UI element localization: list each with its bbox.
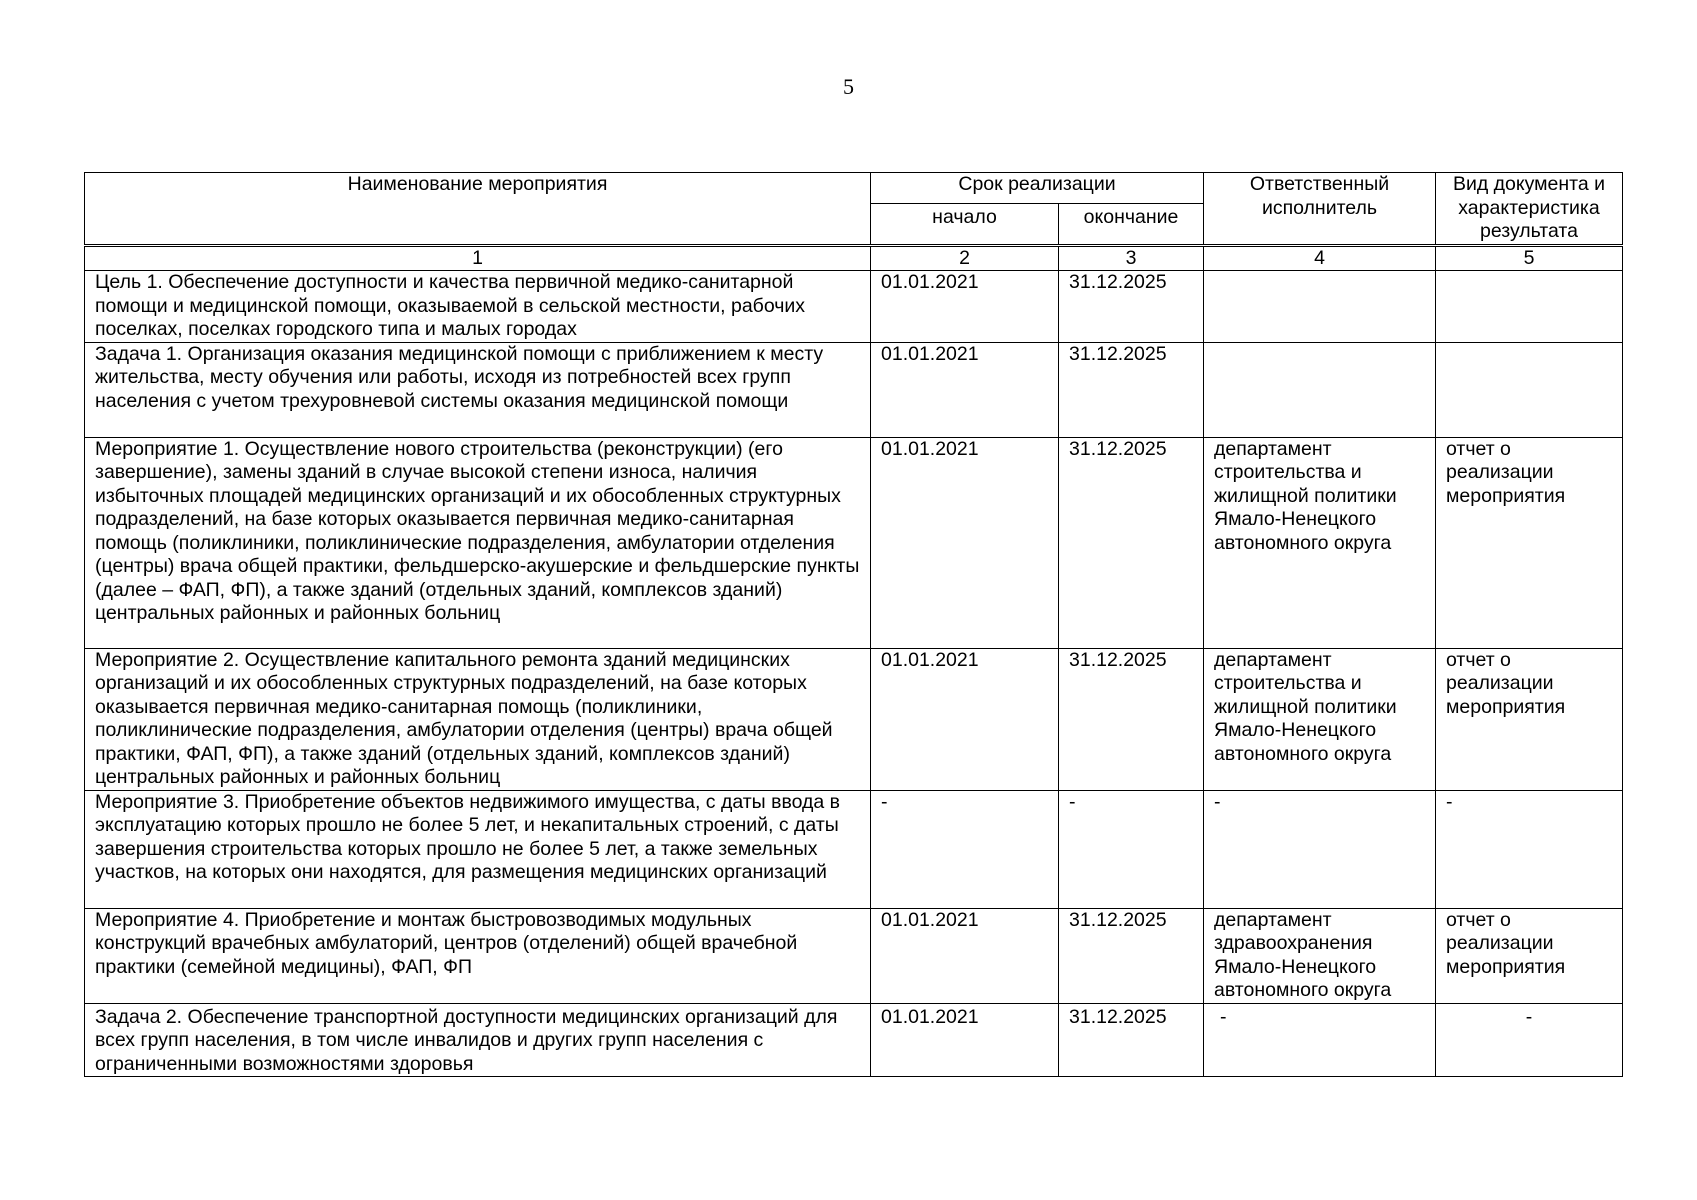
- header-name: Наименование мероприятия: [85, 173, 871, 245]
- row-result: -: [1436, 790, 1623, 908]
- row-result: отчет о реализации мероприятия: [1436, 908, 1623, 1003]
- column-number: 3: [1059, 247, 1204, 271]
- row-end: -: [1059, 790, 1204, 908]
- table-row: [85, 908, 1623, 1003]
- table-header: [84, 172, 1623, 245]
- row-start: 01.01.2021: [871, 1003, 1059, 1077]
- row-start: 01.01.2021: [871, 271, 1059, 343]
- row-name: Мероприятие 2. Осуществление капитального ремонта зданий медицинских организаций и их обособленных структурных подразделений, на базе которых оказывается первичная медико-санитарная помощь (поликлиники, поликлинические подразделения, амбулатории отделения (центры) врача общей практики, ФАП, ФП), а также зданий (отдельных зданий, комплексов зданий) центральных районных и районных больниц: [85, 648, 871, 790]
- row-result: отчет о реализации мероприятия: [1436, 648, 1623, 790]
- column-number: 2: [871, 247, 1059, 271]
- row-result: [1436, 342, 1623, 437]
- column-number: 5: [1436, 247, 1623, 271]
- header-start: начало: [871, 204, 1059, 244]
- row-end: 31.12.2025: [1059, 437, 1204, 648]
- column-number: 1: [85, 247, 871, 271]
- column-numbers-row: [85, 247, 1623, 271]
- row-responsible: департамент строительства и жилищной политики Ямало-Ненецкого автономного округа: [1204, 648, 1436, 790]
- table-row: [85, 1003, 1623, 1077]
- row-name: Мероприятие 3. Приобретение объектов недвижимого имущества, с даты ввода в эксплуатацию которых прошло не более 5 лет, и некапитальных строений, с даты завершения строительства которых прошло не более 5 лет, а также земельных участков, на которых они находятся, для размещения медицинских организаций: [85, 790, 871, 908]
- header-responsible: Ответственный исполнитель: [1204, 173, 1436, 245]
- row-start: 01.01.2021: [871, 908, 1059, 1003]
- row-responsible: [1204, 271, 1436, 343]
- row-start: 01.01.2021: [871, 437, 1059, 648]
- header-end: окончание: [1059, 204, 1204, 244]
- page-number: 5: [843, 74, 854, 99]
- row-end: 31.12.2025: [1059, 271, 1204, 343]
- row-responsible: департамент здравоохранения Ямало-Ненецкого автономного округа: [1204, 908, 1436, 1003]
- row-responsible: департамент строительства и жилищной политики Ямало-Ненецкого автономного округа: [1204, 437, 1436, 648]
- row-name: Задача 1. Организация оказания медицинской помощи с приближением к месту жительства, месту обучения или работы, исходя из потребностей всех групп населения с учетом трехуровневой системы оказания медицинской помощи: [85, 342, 871, 437]
- row-end: 31.12.2025: [1059, 1003, 1204, 1077]
- row-start: -: [871, 790, 1059, 908]
- row-responsible: [1204, 342, 1436, 437]
- table-row: [85, 342, 1623, 437]
- row-result: -: [1436, 1003, 1623, 1077]
- table-row: [85, 648, 1623, 790]
- table-body: [84, 246, 1623, 1077]
- row-name: Мероприятие 4. Приобретение и монтаж быстровозводимых модульных конструкций врачебных амбулаторий, центров (отделений) общей врачебной практики (семейной медицины), ФАП, ФП: [85, 908, 871, 1003]
- row-end: 31.12.2025: [1059, 342, 1204, 437]
- row-responsible: -: [1204, 790, 1436, 908]
- row-result: отчет о реализации мероприятия: [1436, 437, 1623, 648]
- row-end: 31.12.2025: [1059, 908, 1204, 1003]
- table-row: [85, 437, 1623, 648]
- header-document: Вид документа и характеристика результата: [1436, 173, 1623, 245]
- row-responsible: -: [1204, 1003, 1436, 1077]
- row-result: [1436, 271, 1623, 343]
- column-number: 4: [1204, 247, 1436, 271]
- row-end: 31.12.2025: [1059, 648, 1204, 790]
- table-row: [85, 271, 1623, 343]
- table-row: [85, 790, 1623, 908]
- row-start: 01.01.2021: [871, 342, 1059, 437]
- row-name: Цель 1. Обеспечение доступности и качества первичной медико-санитарной помощи и медицинской помощи, оказываемой в сельской местности, рабочих поселках, поселках городского типа и малых городах: [85, 271, 871, 343]
- header-period: Срок реализации: [871, 173, 1204, 204]
- row-start: 01.01.2021: [871, 648, 1059, 790]
- row-name: Мероприятие 1. Осуществление нового строительства (реконструкции) (его завершение), замены зданий в случае высокой степени износа, наличия избыточных площадей медицинских организаций и их обособленных структурных подразделений, на базе которых оказывается первичная медико-санитарная помощь (поликлиники, поликлинические подразделения, амбулатории отделения (центры) врача общей практики, фельдшерско-акушерские и фельдшерские пункты (далее – ФАП, ФП), а также зданий (отдельных зданий, комплексов зданий) центральных районных и районных больниц: [85, 437, 871, 648]
- row-name: Задача 2. Обеспечение транспортной доступности медицинских организаций для всех групп населения, в том числе инвалидов и других групп населения с ограниченными возможностями здоровья: [85, 1003, 871, 1077]
